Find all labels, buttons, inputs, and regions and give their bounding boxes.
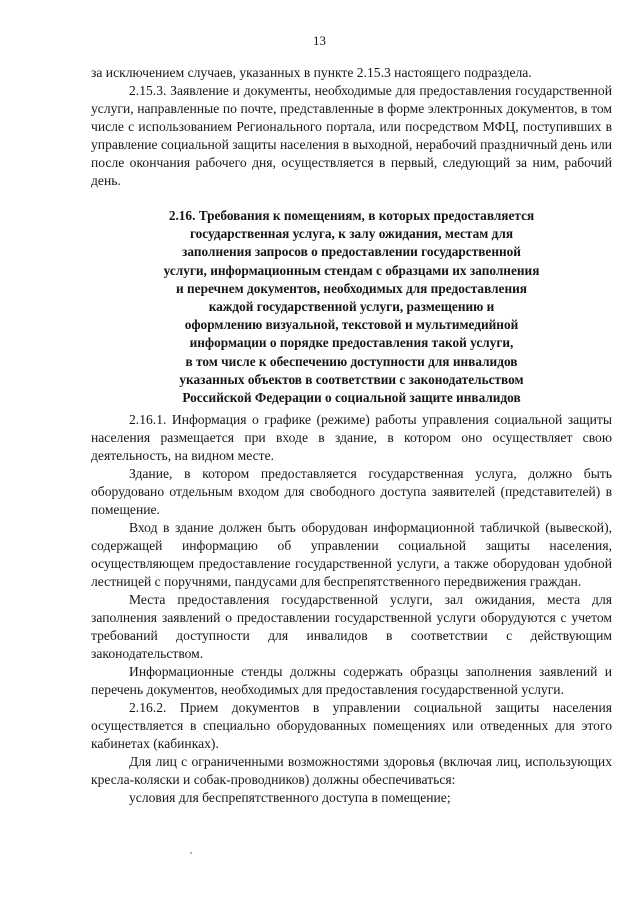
paragraph: Для лиц с ограниченными возможностями здоровья (включая лиц, использующих кресла-коляски и собак-проводников) должны обеспечиваться: [91,754,612,787]
section-text-block [91,411,612,807]
paragraph-2-15-3: 2.15.3. Заявление и документы, необходимые для предоставления государственной услуги, направленные по почте, представленные в форме электронных документов, в том числе с использованием Регионального портала, или посредством МФЦ, поступивших в управление социальной защиты населения в выходной, нерабочий праздничный день или после окончания рабочего дня, осуществляется в первый, следующий за ним, рабочий день. [91,83,612,188]
paragraph: условия для беспрепятственного доступа в помещение; [129,790,451,805]
paragraph: за исключением случаев, указанных в пункте 2.15.3 настоящего подраздела. [91,65,532,80]
heading-line: Российской Федерации о социальной защите инвалидов [182,390,521,406]
top-text-block [91,64,612,190]
paragraph: Места предоставления государственной услуги, зал ожидания, места для заполнения заявлений о предоставлении государственной услуги оборудуются с учетом требований доступности для инвалидов в соответствии с действующим законодательством. [91,592,612,661]
paragraph: Вход в здание должен быть оборудован информационной табличкой (вывеской), содержащей информацию об управлении социальной защиты населения, осуществляющем предоставление государственной услуги, а также оборудован удобной лестницей с поручнями, пандусами для беспрепятственного передвижения граждан. [91,520,612,589]
paragraph: Здание, в котором предоставляется государственная услуга, должно быть оборудовано отдельным входом для свободного доступа заявителей (представителей) в помещение. [91,466,612,517]
section-heading-2-16 [91,207,612,407]
page-number: 13 [313,33,326,48]
heading-line: заполнения запросов о предоставлении государственной [182,244,521,260]
heading-line: 2.16. Требования к помещениям, в которых предоставляется [168,208,535,223]
heading-line: информации о порядке предоставления такой услуги, [189,335,514,351]
paragraph-2-16-1: 2.16.1. Информация о графике (режиме) работы управления социальной защиты населения размещается при входе в здание, в котором оно осуществляет свою деятельность, на видном месте. [91,412,612,463]
scan-speck [190,852,192,854]
paragraph: Информационные стенды должны содержать образцы заполнения заявлений и перечень документов, необходимых для предоставления государственной услуги. [91,664,612,697]
heading-line: и перечнем документов, необходимых для предоставления [176,280,527,296]
heading-line: государственная услуга, к залу ожидания, местам для [189,226,514,242]
heading-line: услуги, информационным стендам с образцами их заполнения [163,262,540,278]
heading-line: указанных объектов в соответствии с законодательством [179,371,524,387]
paragraph-2-16-2: 2.16.2. Прием документов в управлении социальной защиты населения осуществляется в специально оборудованных помещениях или отведенных для этого кабинетах (кабинках). [91,700,612,751]
heading-line: оформлению визуальной, текстовой и мультимедийной [184,317,519,333]
heading-line: каждой государственной услуги, размещению и [208,299,495,315]
heading-line: в том числе к обеспечению доступности для инвалидов [185,353,518,369]
